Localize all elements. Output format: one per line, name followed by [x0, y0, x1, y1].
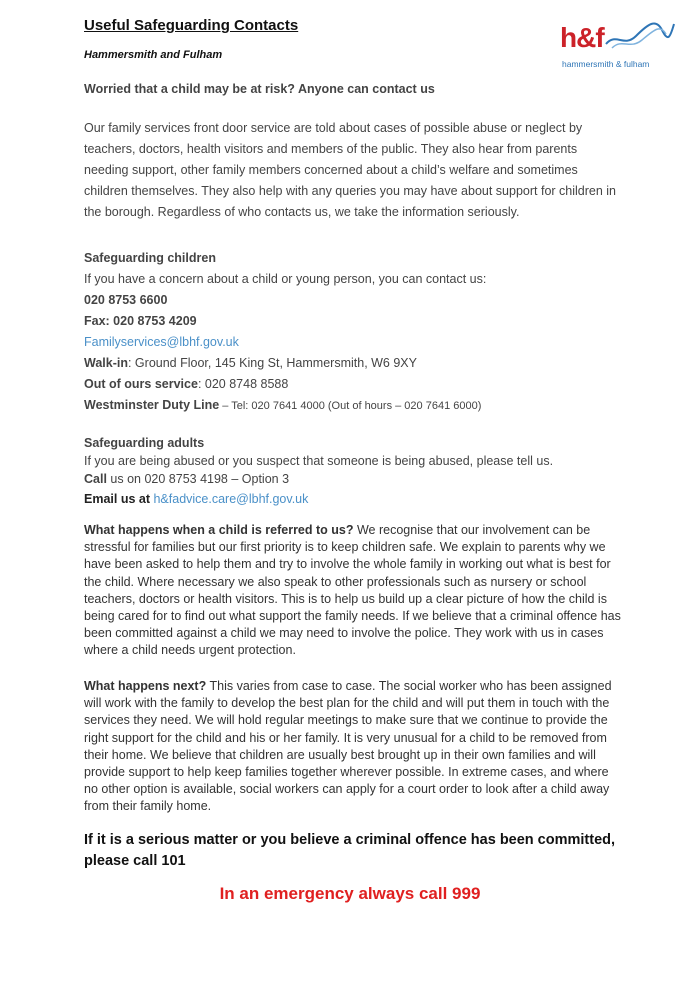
- safeguarding-children-section: [84, 248, 486, 417]
- page-title: Useful Safeguarding Contacts: [84, 17, 299, 34]
- out-of-hours-line: [84, 374, 486, 395]
- out-of-hours-value: : 020 8748 8588: [197, 377, 289, 391]
- adults-call-label: Call: [84, 472, 107, 486]
- referred-paragraph: [84, 522, 624, 660]
- westminster-line: [84, 395, 486, 417]
- out-of-hours-label: Out of ours service: [84, 377, 198, 391]
- intro-paragraph: Our family services front door service are told about cases of possible abuse or neglect by teachers, doctors, health visitors and members of the public. They also hear from parents needing support, other family members concerned about a child’s welfare and sometimes children themselves. They also help with any queries you may have about support for children in the borough. Regardless of who contacts us, we take the information seriously.: [84, 121, 617, 219]
- children-fax: Fax: 020 8753 4209: [84, 314, 197, 328]
- children-phone[interactable]: 020 8753 6600: [84, 293, 168, 307]
- adults-email-line: [84, 490, 553, 508]
- serious-matter-notice: If it is a serious matter or you believe a criminal offence has been committed, please call 101: [84, 832, 616, 869]
- next-paragraph: [84, 678, 624, 816]
- walk-in-value: : Ground Floor, 145 King St, Hammersmith, W6 9XY: [127, 356, 417, 370]
- adults-call-value: us on 020 8753 4198 – Option 3: [106, 472, 290, 486]
- walk-in-label: Walk-in: [84, 356, 128, 370]
- children-lead: If you have a concern about a child or young person, you can contact us:: [84, 272, 487, 286]
- children-email-link[interactable]: Familyservices@lbhf.gov.uk: [84, 335, 239, 349]
- emergency-notice: In an emergency always call 999: [219, 884, 481, 903]
- westminster-value: – Tel: 020 7641 4000 (Out of hours – 020 7641 6000): [219, 400, 482, 412]
- adults-email-link[interactable]: h&fadvice.care@lbhf.gov.uk: [153, 492, 309, 506]
- adults-call-line: [84, 470, 553, 488]
- page-subtitle: Hammersmith and Fulham: [84, 49, 223, 61]
- referred-body: We recognise that our involvement can be stressful for families but our first priority is to keep children safe. We explain to parents why we have been asked to help them and try to involve the whole family in working out what is best for the child. Where necessary we also speak to other professionals such as nursery or school teachers, doctors or health visitors. This is to help us build up a clear picture of how the child is being cared for to find out what support the family needs. If we believe that a criminal offence has been committed against a child we may need to involve the police. They work with us in cases where a child needs urgent protection.: [84, 523, 621, 658]
- next-heading: What happens next?: [84, 679, 207, 693]
- wave-icon: [604, 14, 676, 54]
- intro-heading: Worried that a child may be at risk? Anyone can contact us: [84, 82, 435, 96]
- adults-email-label: Email us at: [84, 492, 154, 506]
- children-heading: Safeguarding children: [84, 251, 216, 265]
- adults-lead: If you are being abused or you suspect that someone is being abused, please tell us.: [84, 454, 554, 468]
- adults-heading: Safeguarding adults: [84, 436, 205, 450]
- logo-caption: hammersmith & fulham: [562, 59, 650, 69]
- referred-heading: What happens when a child is referred to us?: [84, 523, 354, 537]
- walk-in-line: [84, 353, 486, 374]
- safeguarding-adults-section: [84, 434, 553, 508]
- westminster-label: Westminster Duty Line: [84, 398, 220, 412]
- hf-logo: [560, 14, 676, 74]
- next-body: This varies from case to case. The social worker who has been assigned will work with the family to develop the best plan for the child and will put them in touch with the services they need. We will hold regular meetings to make sure that we continue to provide the right support for the child and his or her family. It is very unusual for a child to be removed from their home. We believe that children are usually best brought up in their own families and will provide support to help keep families together wherever possible. In extreme cases, and where no other option is available, social workers can apply for a court order to look after a child away from their family home.: [84, 679, 612, 814]
- logo-mark: h&f: [560, 22, 604, 53]
